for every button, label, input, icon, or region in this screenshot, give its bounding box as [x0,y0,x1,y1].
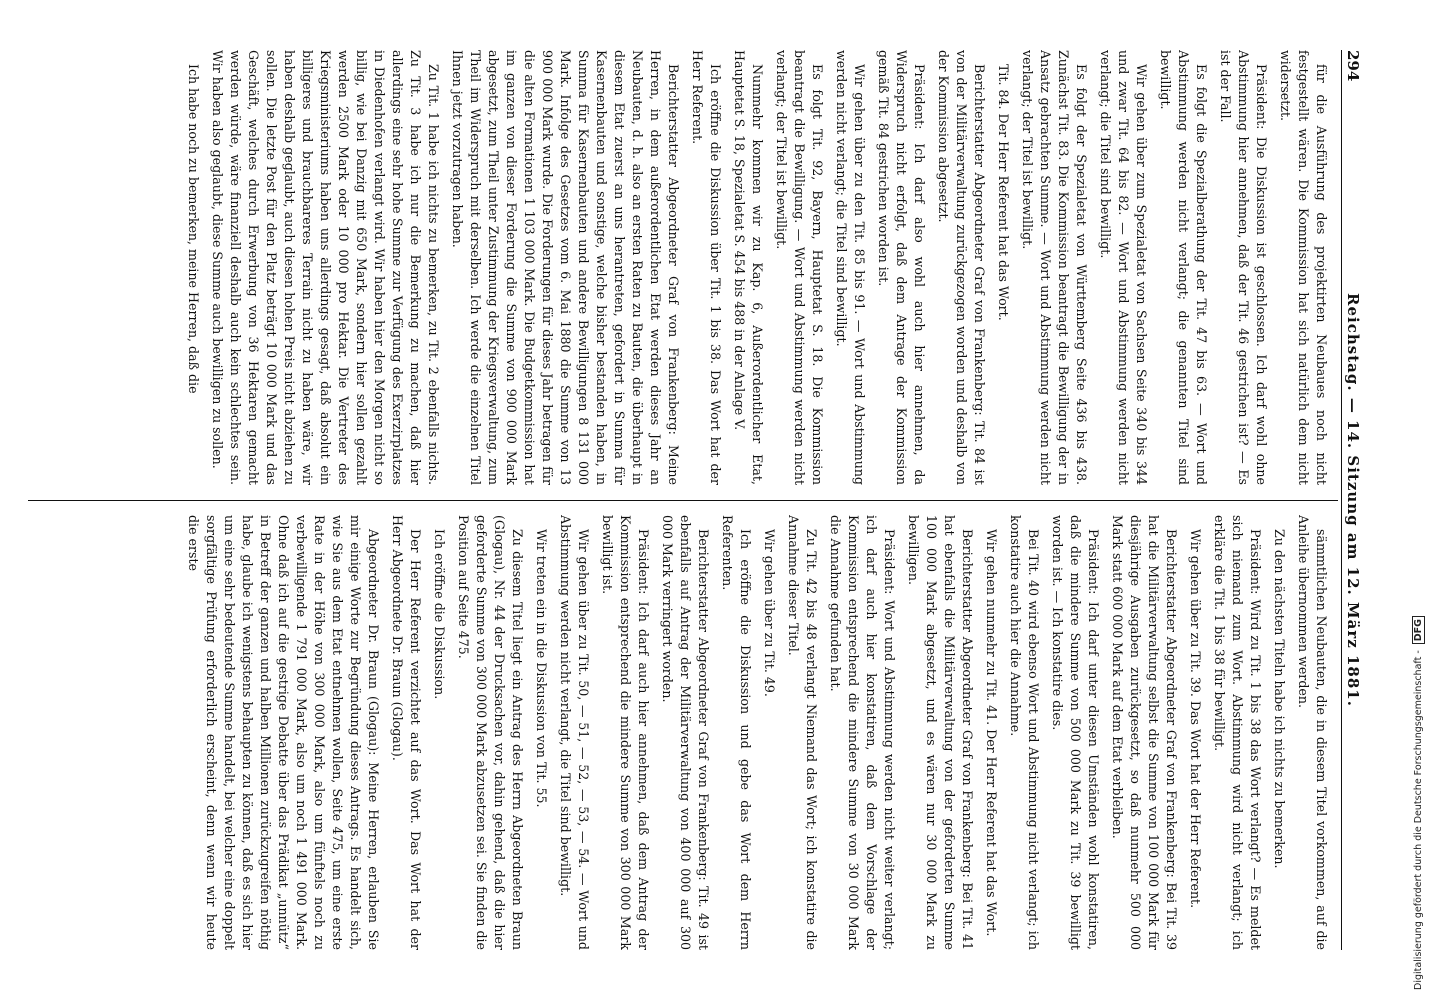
paragraph: Wir gehen über zu Tit. 49. [762,529,777,697]
right-column [30,515,1330,950]
digitization-credit [1412,616,1425,990]
column-divider [28,500,1338,501]
paragraph: Bei Tit. 40 wird ebenso Wort und Abstimmung nicht verlangt; ich konstatire auch hier die Annahme. [1008,515,1041,950]
paragraph: Der Herr Referent verzichtet auf das Wort. Das Wort hat der Herr Abgeordnete Dr. Braun (Glogau). [390,515,423,950]
paragraph: Berichterstatter Abgeordneter Graf von Frankenberg: Bei Tit. 39 hat die Militärverwaltung selbst die Summe von 100 000 Mark für diesjährige Ausgaben zurückgesetzt, so daß nunmehr 500 000 Mark statt 600 000 Mark auf dem Etat verbleiben. [1110,515,1179,950]
left-column [30,50,1330,485]
paragraph: für die Ausführung des projektirten Neubaues noch nicht festgestellt wären. Die Kommission hat sich natürlich dem nicht widersetzt. [1278,50,1329,485]
paragraph: Präsident: Wird zu Tit. 1 bis 38 das Wort verlangt? — Es meldet sich niemand zum Wort. Abstimmung wird nicht verlangt; ich erkläre die Tit. 1 bis 38 für bewilligt. [1212,515,1263,950]
paragraph: Zu Tit. 1 habe ich nichts zu bemerken, zu Tit. 2 ebenfalls nichts. Zu Tit. 3 habe ich nur die Bemerkung zu machen, daß hier allerdings eine sehr hohe Summe zur Verfügung des Exerzirplatzes in Diedenhofen verlangt wird. Wir haben hier den Morgen nicht so billig, wie bei Danzig mit 650 Mark, sondern hier sollen gezahlt werden 2500 Mark oder 10 000 pro Hektar. Die Vertreter des Kriegsministeriums haben uns allerdings gesagt, daß absolut ein billigeres und brauchbareres Terrain nicht zu haben wäre, wir haben deshalb geglaubt, auch diesen hohen Preis nicht abziehen zu sollen. Die letzte Post für den Platz beträgt 10 000 Mark und das Geschäft, welches durch Erwerbung von 36 Hektaren gemacht werden würde, wäre finanziell deshalb auch kein schlechtes sein. Wir haben also geglaubt, diese Summe auch bewilligen zu sollen. [210,50,441,485]
paragraph: Es folgt die Spezialberathung der Tit. 47 bis 63. — Wort und Abstimmung werden nicht verlangt; die genannten Titel sind bewilligt. [1158,50,1209,485]
paragraph: Zu diesem Titel liegt ein Antrag des Herrn Abgeordneten Braun (Glogau), Nr. 44 der Drucksachen vor, dahin gehend, daß die hier geforderte Summe von 300 000 Mark abzusetzen sei. Sie finden die Position auf Seite 475. [456,515,525,950]
paragraph: Zu den nächsten Titeln habe ich nichts zu bemerken. [1272,529,1287,869]
paragraph: Berichterstatter Abgeordneter Graf von Frankenberg: Bei Tit. 41 hat ebenfalls die Militärverwaltung von der geforderten Summe 100 000 Mark abgesetzt, und es wären nur 30 000 Mark zu bewilligen. [906,515,975,950]
paragraph: Berichterstatter Abgeordneter Graf von Frankenberg: Meine Herren, in dem außerordentlichen Etat werden dieses Jahr an Neubauten, d. h. also an ersten Raten zu Bauten, die überhaupt in diesem Etat zuerst an uns herantreten, gefordert in Summa für Kasernenbauten und sonstige, welche bisher bestanden haben, in Summa für Kasernenbauten und andere Bewilligungen 8 131 000 Mark. Infolge des Gesetzes vom 6. Mai 1880 die Summe von 13 900 000 Mark wurde. Die Forderungen für dieses Jahr betragen für die alten Formationen 1 103 000 Mark. Die Budgetkommission hat im ganzen von dieser Forderung die Summe von 900 000 Mark abgesetzt, zum Theil unter Zustimmung der Kriegsverwaltung, zum Theil im Widerspruch mit derselben. Ich werde die einzelnen Titel Ihnen jetzt vorzutragen haben. [450,50,681,485]
header-rule [1341,50,1342,950]
paragraph: Wir gehen über zu Tit. 39. Das Wort hat der Herr Referent. [1188,529,1203,909]
paragraph: Wir gehen über zu den Tit. 85 bis 91. — Wort und Abstimmung werden nicht verlangt; die Titel sind bewilligt. [834,50,867,485]
paragraph: Nummehr kommen wir zu Kap. 6, Außerordentlicher Etat, Hauptetat S. 18, Spezialetat S. 454 bis 488 in der Anlage V. [732,50,765,485]
paragraph: Ich eröffne die Diskussion und gebe das Wort dem Herrn Referenten. [720,515,753,950]
paragraph: Präsident: Ich darf unter diesen Umständen wohl konstatiren, daß die mindere Summe von 500 000 Mark zu Tit. 39 bewilligt worden ist. — Ich konstatire dies. [1050,515,1101,950]
paragraph: Es folgt Tit. 92, Bayern, Hauptetat S. 18. Die Kommission beantragt die Bewilligung. — Wort und Abstimmung werden nicht verlangt; der Titel ist bewilligt. [774,50,825,485]
dfg-logo: DFG [1412,616,1425,644]
paragraph: Präsident: Ich darf also wohl auch hier annehmen, da Widerspruch nicht erfolgt, daß dem Antrage der Kommission gemäß Tit. 84 gestrichen worden ist. [876,50,927,485]
paragraph: Wir gehen über zum Spezialetat von Sachsen Seite 340 bis 344 und zwar Tit. 64 bis 82. — Wort und Abstimmung werden nicht verlangt; die Titel sind bewilligt. [1098,50,1149,485]
paragraph: Präsident: Wort und Abstimmung werden nicht weiter verlangt; ich darf auch hier konstatiren, daß dem Vorschlage der Kommission entsprechend die mindere Summe von 30 000 Mark die Annahme gefunden hat. [828,515,897,950]
paragraph: Abgeordneter Dr. Braun (Glogau): Meine Herren, erlauben Sie mir einige Worte zur Begründung dieses Antrags. Es handelt sich, wie Sie aus dem Etat entnehmen wollen, Seite 475, um eine erste Rate in der Höhe von 300 000 Mark, also um fünftels noch zu verbewilligende 1 791 000 Mark, also um noch 1 491 000 Mark. Ohne daß ich auf die gestrige Debatte über das Prädikat „unnütz“ in Betreff der ganzen und halben Millionen zurückzugreifen nöthig habe, glaube ich wenigstens behaupten zu können, daß es sich hier um eine sehr bedeutende Summe handelt, bei welcher eine doppelt sorgfältige Prüfung erforderlich erscheint, denn wenn wir heute die erste [186,515,381,950]
paragraph: Ich habe noch zu bemerken, meine Herren, daß die [186,64,201,394]
page-number: 294 [1344,50,1362,82]
running-title: Reichstag. — 14. Sitzung am 12. März 1881. [1344,293,1362,707]
paragraph: sämmtlichen Neubauten, die in diesem Titel vorkommen, auf die Anleihe übernommen werden. [1296,515,1329,950]
paragraph: Wir gehen über zu Tit. 50, — 51, — 52, — 53, — 54. — Wort und Abstimmung werden nicht verlangt, die Titel sind bewilligt. [558,515,591,950]
paragraph: Berichterstatter Abgeordneter Graf von Frankenberg: Tit. 84 ist von der Militärverwaltung zurückgezogen worden und deshalb von der Kommission abgesetzt. [936,50,987,485]
paragraph: Präsident: Ich darf auch hier annehmen, daß dem Antrag der Kommission entsprechend die mindere Summe von 300 000 Mark bewilligt ist. [600,515,651,950]
paragraph: Berichterstatter Abgeordneter Graf von Frankenberg: Tit. 49 ist ebenfalls auf Antrag der Militärverwaltung von 400 000 auf 300 000 Mark verringert worden. [660,515,711,950]
paragraph: Präsident: Die Diskussion ist geschlossen. Ich darf wohl ohne Abstimmung hier annehmen, daß der Tit. 46 gestrichen ist? — Es ist der Fall. [1218,50,1269,485]
paragraph: Ich eröffne die Diskussion. [432,529,447,700]
paragraph: Ich eröffne die Diskussion über Tit. 1 bis 38. Das Wort hat der Herr Referent. [690,50,723,485]
paragraph: Wir gehen nunmehr zu Tit. 41. Der Herr Referent hat das Wort. [984,529,999,937]
credit-text: Digitalisierung gefördert durch die Deutsche Forschungsgemeinschaft - [1413,650,1424,990]
paragraph: Zu Tit. 42 bis 48 verlangt Niemand das Wort; ich konstatire die Annahme dieser Titel. [786,515,819,950]
paragraph: Tit. 84. Der Herr Referent hat das Wort. [996,64,1011,321]
paragraph: Wir treten ein in die Diskussion von Tit. 55. [534,529,549,808]
paragraph: Es folgt der Spezialetat von Württemberg Seite 436 bis 438. Zunächst Tit. 83. Die Kommission beantragt die Bewilligung der in Ansatz gebrachten Summe. — Wort und Abstimmung werden nicht verlangt; der Titel ist bewilligt. [1020,50,1089,485]
